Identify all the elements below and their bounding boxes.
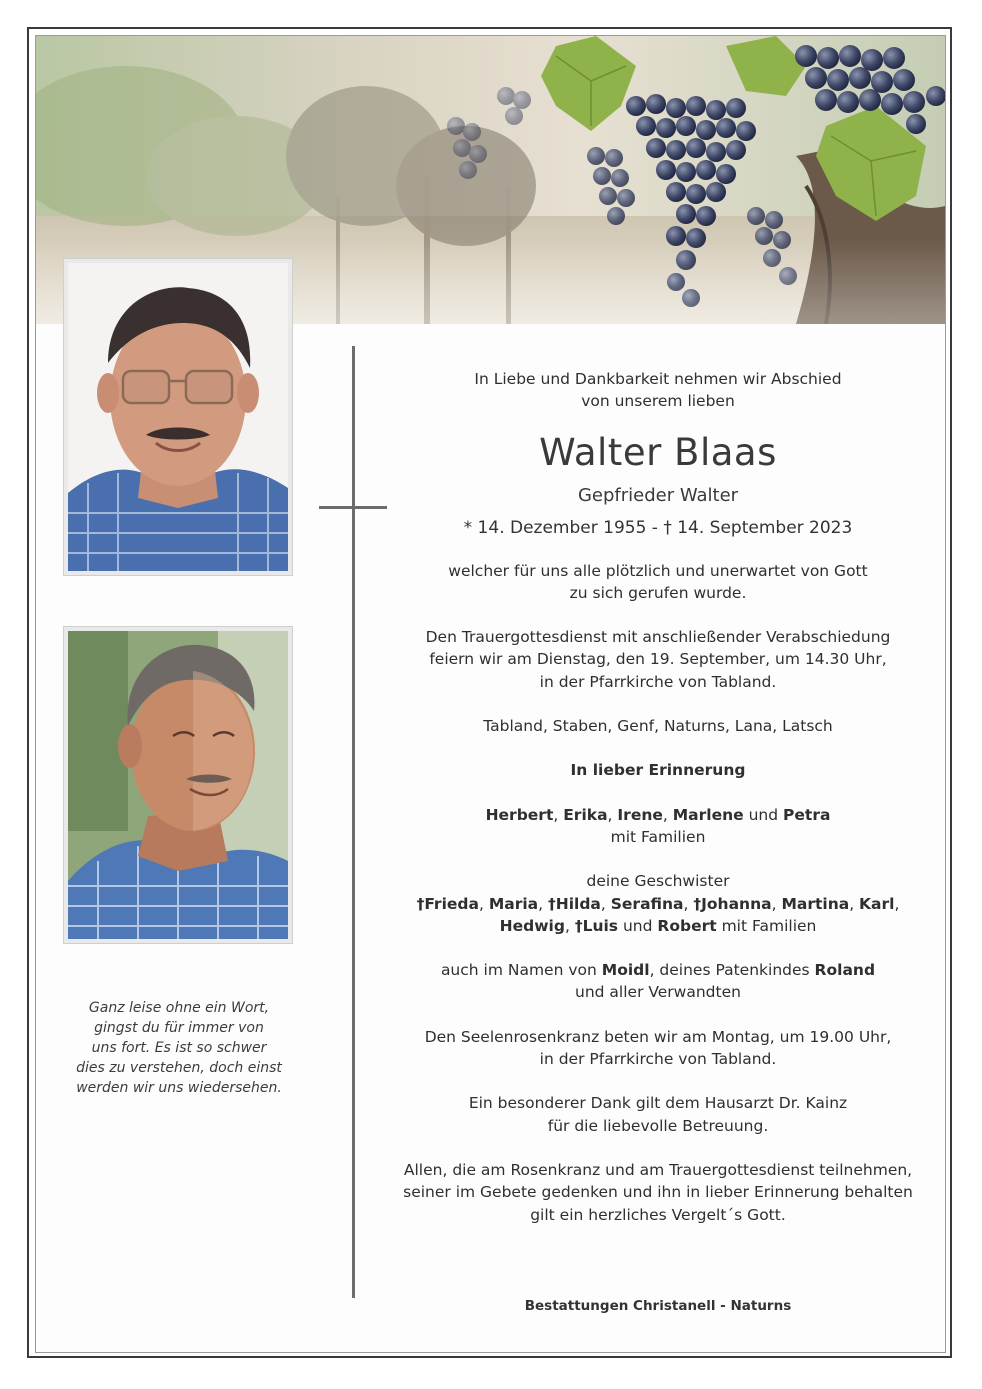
deceased-name: Walter Blaas [539,430,777,474]
called-line-2: zu sich gerufen wurde. [569,583,747,602]
child-name: Erika [563,805,608,824]
sibling-name: Karl [859,894,895,913]
also-line-1 [398,959,918,981]
thanks-all-line-3: gilt ein herzliches Vergelt´s Gott. [530,1205,786,1224]
children-conj: und [748,805,779,824]
portrait-photo-1 [63,258,293,576]
rosary-line-2: in der Pfarrkirche von Tabland. [539,1050,777,1069]
sibling-name: †Luis [574,916,619,935]
also-name-2: Roland [814,961,876,980]
deceased-nickname: Gepfrieder Walter [577,484,739,506]
siblings-intro: deine Geschwister [586,872,730,891]
intro-line-2: von unserem lieben [581,392,735,411]
thanks-doctor-line-1: Ein besonderer Dank gilt dem Hausarzt Dr. Kainz [468,1094,848,1113]
cross-vertical [352,346,355,1298]
sibling-name: Maria [488,894,539,913]
portrait-photo-2 [63,626,293,944]
also-pre: auch im Namen von [440,961,597,980]
thanks-all-line-1: Allen, die am Rosenkranz und am Trauergottesdienst teilnehmen, [403,1160,913,1179]
obituary-text [398,368,918,1226]
service-line-2: feiern wir am Dienstag, den 19. September, um 14.30 Uhr, [429,650,887,669]
siblings-line-1: †Frieda, Maria, †Hilda, Serafina, †Johanna, Martina, Karl, [416,894,900,913]
poem-line: uns fort. Es ist so schwer [91,1040,267,1056]
service-line-3: in der Pfarrkirche von Tabland. [539,672,777,691]
poem-line: dies zu verstehen, doch einst [76,1060,282,1076]
also-mid: , deines Patenkindes [649,961,810,980]
called-line-1: welcher für uns alle plötzlich und unerwartet von Gott [448,561,868,580]
funeral-home: Bestattungen Christanell - Naturns [524,1298,792,1314]
also-name-1: Moidl [601,961,650,980]
thanks-all-line-2: seiner im Gebete gedenken und ihn in lieber Erinnerung behalten [403,1183,913,1202]
child-name: Irene [617,805,663,824]
children-line-2: mit Familien [610,827,706,846]
thanks-doctor-line-2: für die liebevolle Betreuung. [547,1116,769,1135]
service-line-1: Den Trauergottesdienst mit anschließender Verabschiedung [425,628,891,647]
child-name: Herbert [485,805,554,824]
also-line-2: und aller Verwandten [575,983,741,1002]
poem-line: werden wir uns wiedersehen. [76,1080,282,1096]
children-line: Herbert, Erika, Irene, Marlene und Petra [485,805,831,824]
memory-heading: In lieber Erinnerung [570,761,746,780]
intro-line-1: In Liebe und Dankbarkeit nehmen wir Abschied [474,370,842,388]
sibling-name: Robert [657,916,717,935]
siblings-conj: und [622,916,653,935]
cross-horizontal [319,506,387,509]
sibling-name: †Frieda [416,894,479,913]
poem [70,998,288,1098]
child-name: Marlene [672,805,744,824]
sibling-name: Serafina [610,894,684,913]
sibling-name: †Hilda [547,894,601,913]
sibling-name: †Johanna [693,894,772,913]
places: Tabland, Staben, Genf, Naturns, Lana, Latsch [483,717,833,736]
poem-line: gingst du für immer von [94,1020,264,1036]
siblings-tail: mit Familien [721,916,817,935]
sibling-name: Martina [781,894,850,913]
poem-line: Ganz leise ohne ein Wort, [88,1000,270,1016]
siblings-line-2: Hedwig, †Luis und Robert mit Familien [499,916,817,935]
child-name: Petra [783,805,831,824]
sibling-name: Hedwig [499,916,565,935]
life-dates: * 14. Dezember 1955 - † 14. September 2023 [463,517,853,538]
rosary-line-1: Den Seelenrosenkranz beten wir am Montag, um 19.00 Uhr, [424,1027,892,1046]
